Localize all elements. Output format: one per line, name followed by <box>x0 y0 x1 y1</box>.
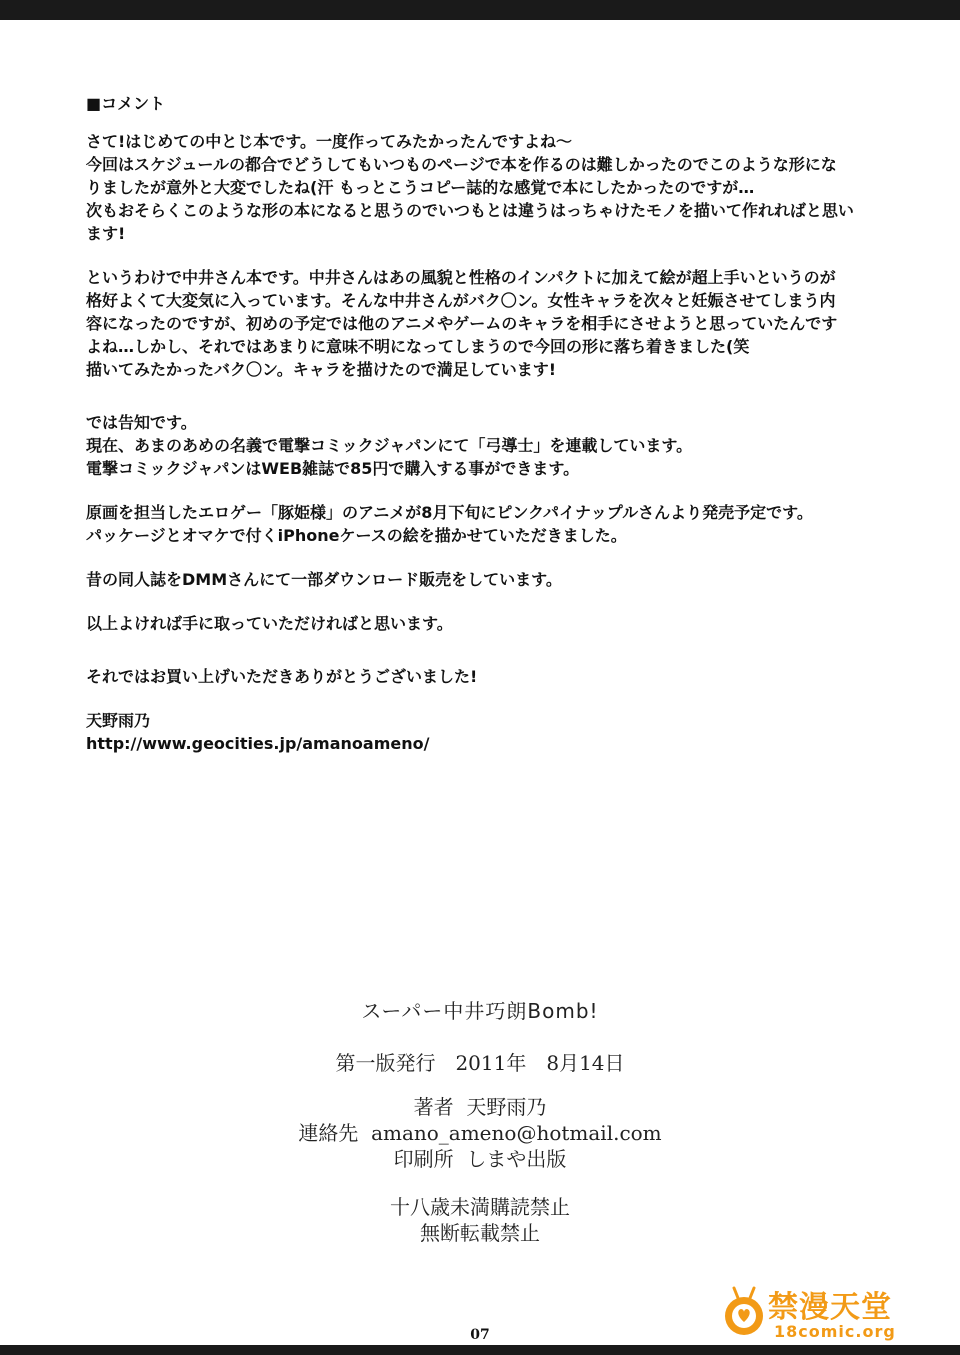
printer-name: しまや出版 <box>466 1147 567 1171</box>
comment-heading: ■コメント <box>86 94 166 113</box>
printer-line <box>0 1146 960 1172</box>
printer-label: 印刷所 <box>393 1147 454 1171</box>
colophon <box>0 995 960 1246</box>
contact-label: 連絡先 <box>298 1121 359 1145</box>
author-signature: 天野雨乃 http://www.geocities.jp/amanoameno/ <box>86 711 430 753</box>
paragraph-nakai: というわけで中井さん本です。中井さんはあの風貌と性格のインパクトに加えて絵が超上手いというのが 格好よくて大変気に入っています。そんな中井さんがバク〇ン。女性キャラを次々と妊娠させてしまう内 容になったのですが、初めの予定では他のアニメやゲームのキャラを相手にさせようと思っていたんです よね…しかし、それではあまりに意味不明になってしまうので今回の形に落ち着きました(笑 描いてみたかったバク〇ン。キャラを描けたので満足しています! <box>86 268 838 379</box>
bottom-edge-band <box>0 1345 960 1355</box>
contact-line <box>0 1120 960 1146</box>
reprint-notice: 無断転載禁止 <box>420 1221 540 1245</box>
paragraph-thanks: それではお買い上げいただきありがとうございました! <box>86 667 478 686</box>
comment-section <box>86 92 886 755</box>
watermark-domain: 18comic.org <box>774 1322 896 1341</box>
author-label: 著者 <box>413 1095 454 1119</box>
age-restriction-notice: 十八歳未満購読禁止 <box>390 1195 570 1219</box>
paragraph-closing: 以上よければ手に取っていただければと思います。 <box>86 614 453 633</box>
watermark <box>722 1278 922 1348</box>
paragraph-anime: 原画を担当したエロゲー「豚姫様」のアニメが8月下旬にピンクパイナップルさんより発売予定です。 パッケージとオマケで付くiPhoneケースの絵を描かせていただきました。 <box>86 503 813 545</box>
top-edge-band <box>0 0 960 20</box>
paragraph-dmm: 昔の同人誌をDMMさんにて一部ダウンロード販売をしています。 <box>86 570 562 589</box>
author-name: 天野雨乃 <box>466 1095 547 1119</box>
author-line <box>0 1094 960 1120</box>
mascot-logo-icon <box>722 1286 766 1342</box>
edition-line: 第一版発行 2011年 8月14日 <box>335 1051 625 1075</box>
watermark-brand: 禁漫天堂 <box>768 1290 892 1325</box>
contact-email: amano_ameno@hotmail.com <box>371 1121 662 1145</box>
paragraph-announcement: では告知です。 現在、あまのあめの名義で電撃コミックジャパンにて「弓導士」を連載しています。 電撃コミックジャパンはWEB雑誌で85円で購入する事ができます。 <box>86 413 693 478</box>
page-number: 07 <box>470 1327 490 1343</box>
book-title: スーパー中井巧朗Bomb! <box>361 999 599 1023</box>
paragraph-intro: さて!はじめての中とじ本です。一度作ってみたかったんですよね〜 今回はスケジュールの都合でどうしてもいつものページで本を作るのは難しかったのでこのような形にな りましたが意外と大変でしたね(汗 もっとこうコピー誌的な感覚で本にしたかったのですが… 次もおそらくこのような形の本になると思うのでいつもとは違うはっちゃけたモノを描いて作れればと思い ます! <box>86 132 854 243</box>
